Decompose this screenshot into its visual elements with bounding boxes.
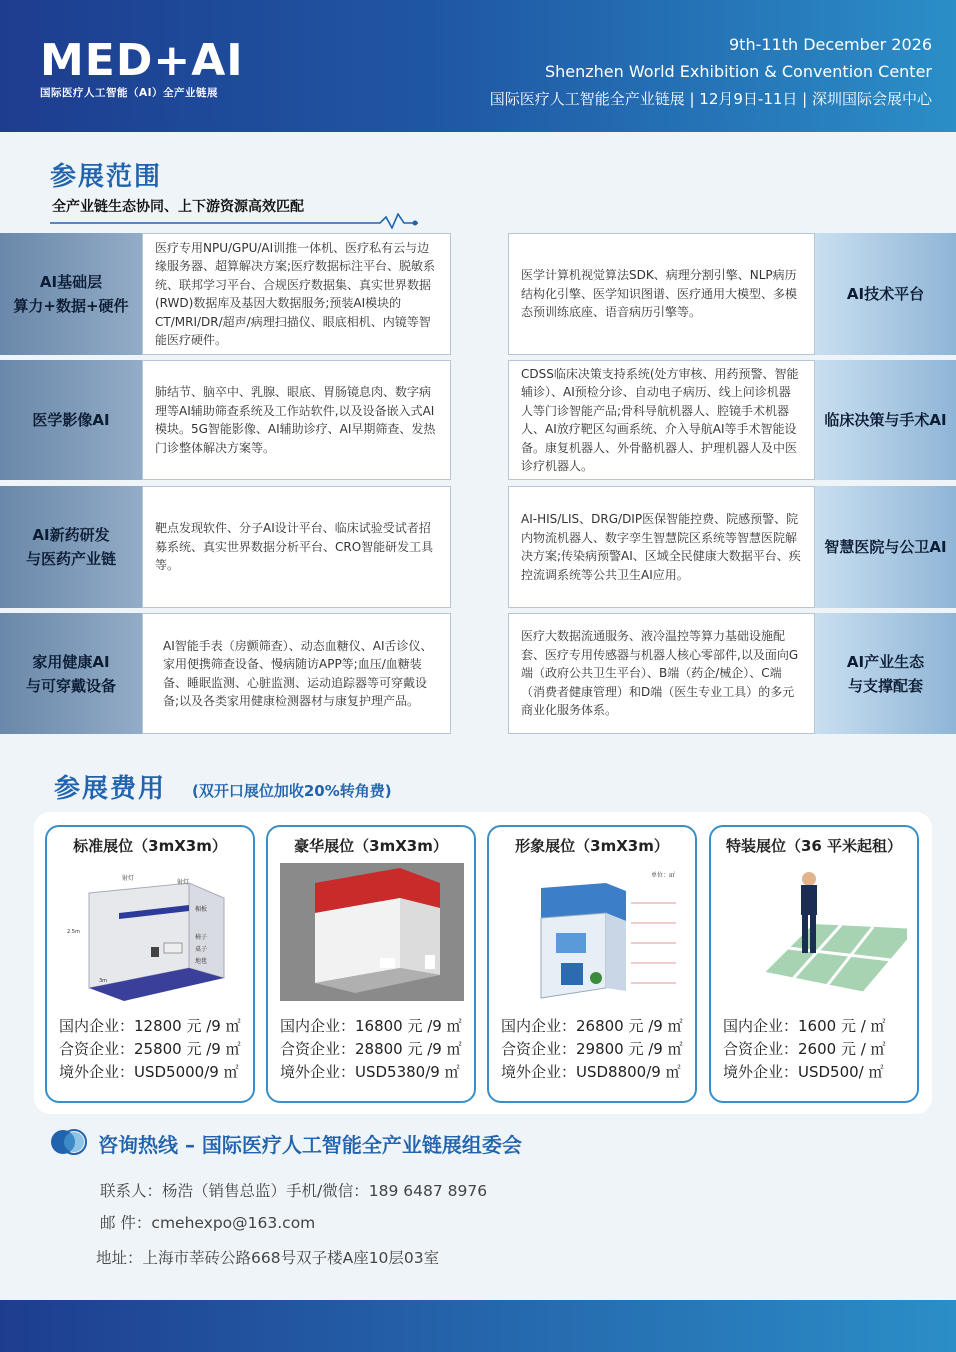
special-booth-image — [723, 863, 907, 1001]
luxury-booth-image — [280, 863, 464, 1001]
price-joint-venture: 合资企业：25800 元 /9 ㎡ — [59, 1040, 241, 1058]
logo — [40, 35, 244, 100]
label-width: 3m — [99, 978, 108, 984]
category-label: 与医药产业链 — [25, 550, 116, 568]
price-domestic: 国内企业：16800 元 /9 ㎡ — [280, 1017, 462, 1035]
page-footer — [0, 1300, 956, 1352]
booth-prices — [59, 1015, 241, 1084]
event-venue: Shenzhen World Exhibition & Convention Center — [544, 62, 932, 81]
label-desk: 桌子 — [195, 946, 208, 953]
scope-desc: CDSS临床决策支持系统(处方审核、用药预警、智能辅诊）、AI预检分诊、自动电子病历、线上问诊机器人等门诊智能产品;骨科导航机器人、腔镜手术机器人、AI放疗靶区勾画系统、介入导航AI等手术智能设备。康复机器人、外骨骼机器人、护理机器人及中医诊疗机器人。 — [508, 360, 815, 480]
price-joint-venture: 合资企业：28800 元 /9 ㎡ — [280, 1040, 462, 1058]
category-label: 家用健康AI — [32, 652, 110, 671]
scope-category-home-health — [0, 613, 142, 734]
label-spotlight: 射灯 — [122, 875, 135, 882]
image-booth-image — [501, 863, 685, 1001]
fees-note: (双开口展位加收20%转角费) — [192, 782, 392, 800]
booth-card-luxury — [266, 825, 476, 1103]
booth-prices — [280, 1015, 462, 1084]
price-domestic: 国内企业：1600 元 / ㎡ — [723, 1017, 886, 1035]
price-joint-venture: 合资企业：2600 元 / ㎡ — [723, 1040, 886, 1058]
contact-person: 联系人：杨浩（销售总监）手机/微信：189 6487 8976 — [100, 1182, 488, 1200]
booth-prices — [723, 1015, 886, 1084]
scope-category-clinical — [815, 360, 956, 480]
price-overseas: 境外企业：USD5000/9 ㎡ — [59, 1063, 239, 1081]
category-label: 智慧医院与公卫AI — [824, 538, 947, 556]
category-label: AI基础层 — [39, 273, 103, 291]
hotline-icon — [50, 1129, 88, 1155]
label-spotlight: 射灯 — [177, 879, 190, 886]
scope-desc: 医学计算机视觉算法SDK、病理分割引擎、NLP病历结构化引擎、医学知识图谱、医疗通用大模型、多模态预训练底座、语音病历引擎等。 — [508, 233, 815, 355]
scope-desc: 医疗专用NPU/GPU/AI训推一体机、医疗私有云与边缘服务器、超算解决方案;医疗数据标注平台、脱敏系统、联邦学习平台、合规医疗数据集、真实世界数据(RWD)数据库及基因大数据服务;预装AI模块的CT/MRI/DR/超声/病理扫描仪、眼底相机、内镜等智能医疗硬件。 — [142, 233, 451, 355]
price-overseas: 境外企业：USD5380/9 ㎡ — [280, 1063, 460, 1081]
scope-desc: AI-HIS/LIS、DRG/DIP医保智能控费、院感预警、院内物流机器人、数字孪生智慧院区系统等智慧医院解决方案;传染病预警AI、区域全民健康大数据平台、疾控流调系统等公共卫生AI应用。 — [508, 486, 815, 608]
contact-email: 邮 件：cmehexpo@163.com — [100, 1214, 316, 1232]
category-label: 与可穿戴设备 — [25, 676, 116, 695]
fees-title: 参展费用 — [54, 774, 167, 804]
price-overseas: 境外企业：USD8800/9 ㎡ — [501, 1063, 681, 1081]
category-label: AI技术平台 — [846, 285, 925, 303]
scope-category-drug — [0, 486, 142, 608]
page-header — [0, 0, 956, 132]
label-height: 2.5m — [67, 929, 80, 935]
scope-desc: 肺结节、脑卒中、乳腺、眼底、胃肠镜息肉、数字病理等AI辅助筛查系统及工作站软件,以及设备嵌入式AI模块。5G智能影像、AI辅助诊疗、AI早期筛查、发热门诊整体解决方案等。 — [142, 360, 451, 480]
scope-desc: 医疗大数据流通服务、液冷温控等算力基础设施配套、医疗专用传感器与机器人核心零部件,以及面向G端（政府公共卫生平台）、B端（药企/械企）、C端（消费者健康管理）和D端（医生专业工具）的多元商业化服务体系。 — [508, 613, 815, 734]
price-domestic: 国内企业：26800 元 /9 ㎡ — [501, 1017, 683, 1035]
category-label: AI产业生态 — [846, 652, 925, 671]
event-date: 9th-11th December 2026 — [729, 35, 932, 54]
category-label: 与支撑配套 — [847, 676, 923, 695]
booth-title: 豪华展位（3mX3m） — [294, 837, 448, 855]
scope-subtitle: 全产业链生态协同、上下游资源高效匹配 — [52, 199, 304, 215]
contact-address: 地址：上海市莘砖公路668号双子楼A座10层03室 — [96, 1249, 440, 1267]
category-label: AI新药研发 — [32, 526, 110, 544]
scope-category-tech-platform — [815, 233, 956, 355]
scope-category-smart-hospital — [815, 486, 956, 608]
category-label: 算力+数据+硬件 — [13, 297, 129, 315]
booth-card-standard — [45, 825, 255, 1103]
label-fascia: 楣板 — [195, 906, 208, 913]
price-domestic: 国内企业：12800 元 /9 ㎡ — [59, 1017, 241, 1035]
event-cn-line: 国际医疗人工智能全产业链展 | 12月9日-11日 | 深圳国际会展中心 — [489, 90, 932, 108]
category-label: 医学影像AI — [32, 411, 110, 429]
event-info — [490, 32, 932, 113]
logo-main: MED+AI — [40, 35, 244, 86]
booth-title: 标准展位（3mX3m） — [73, 837, 227, 855]
logo-subtitle: 国际医疗人工智能（AI）全产业链展 — [40, 87, 219, 99]
price-joint-venture: 合资企业：29800 元 /9 ㎡ — [501, 1040, 683, 1058]
booth-title: 特装展位（36 平米起租） — [725, 837, 903, 855]
scope-desc: AI智能手表（房颤筛查）、动态血糖仪、AI舌诊仪、家用便携筛查设备、慢病随访APP等;血压/血糖装备、睡眠监测、心脏监测、运动追踪器等可穿戴设备;以及各类家用健康检测器材与康复护理产品。 — [142, 613, 451, 734]
category-label: 临床决策与手术AI — [824, 411, 947, 429]
scope-category-ecosystem — [815, 613, 956, 734]
label-unit: 单位：㎡ — [651, 872, 676, 879]
scope-category-ai-base — [0, 233, 142, 355]
booth-title: 形象展位（3mX3m） — [515, 837, 669, 855]
label-chair: 椅子 — [195, 934, 208, 941]
booth-prices — [501, 1015, 683, 1084]
scope-desc: 靶点发现软件、分子AI设计平台、临床试验受试者招募系统、真实世界数据分析平台、CRO智能研发工具等。 — [142, 486, 451, 608]
label-carpet: 地毯 — [195, 958, 208, 965]
scope-category-imaging — [0, 360, 142, 480]
booth-card-special — [709, 825, 919, 1103]
contact-title: 咨询热线 – 国际医疗人工智能全产业链展组委会 — [98, 1133, 522, 1157]
pulse-line-icon — [50, 213, 418, 229]
scope-title: 参展范围 — [50, 162, 163, 192]
price-overseas: 境外企业：USD500/ ㎡ — [723, 1063, 884, 1081]
booth-card-image — [487, 825, 697, 1103]
standard-booth-image — [59, 863, 243, 1001]
